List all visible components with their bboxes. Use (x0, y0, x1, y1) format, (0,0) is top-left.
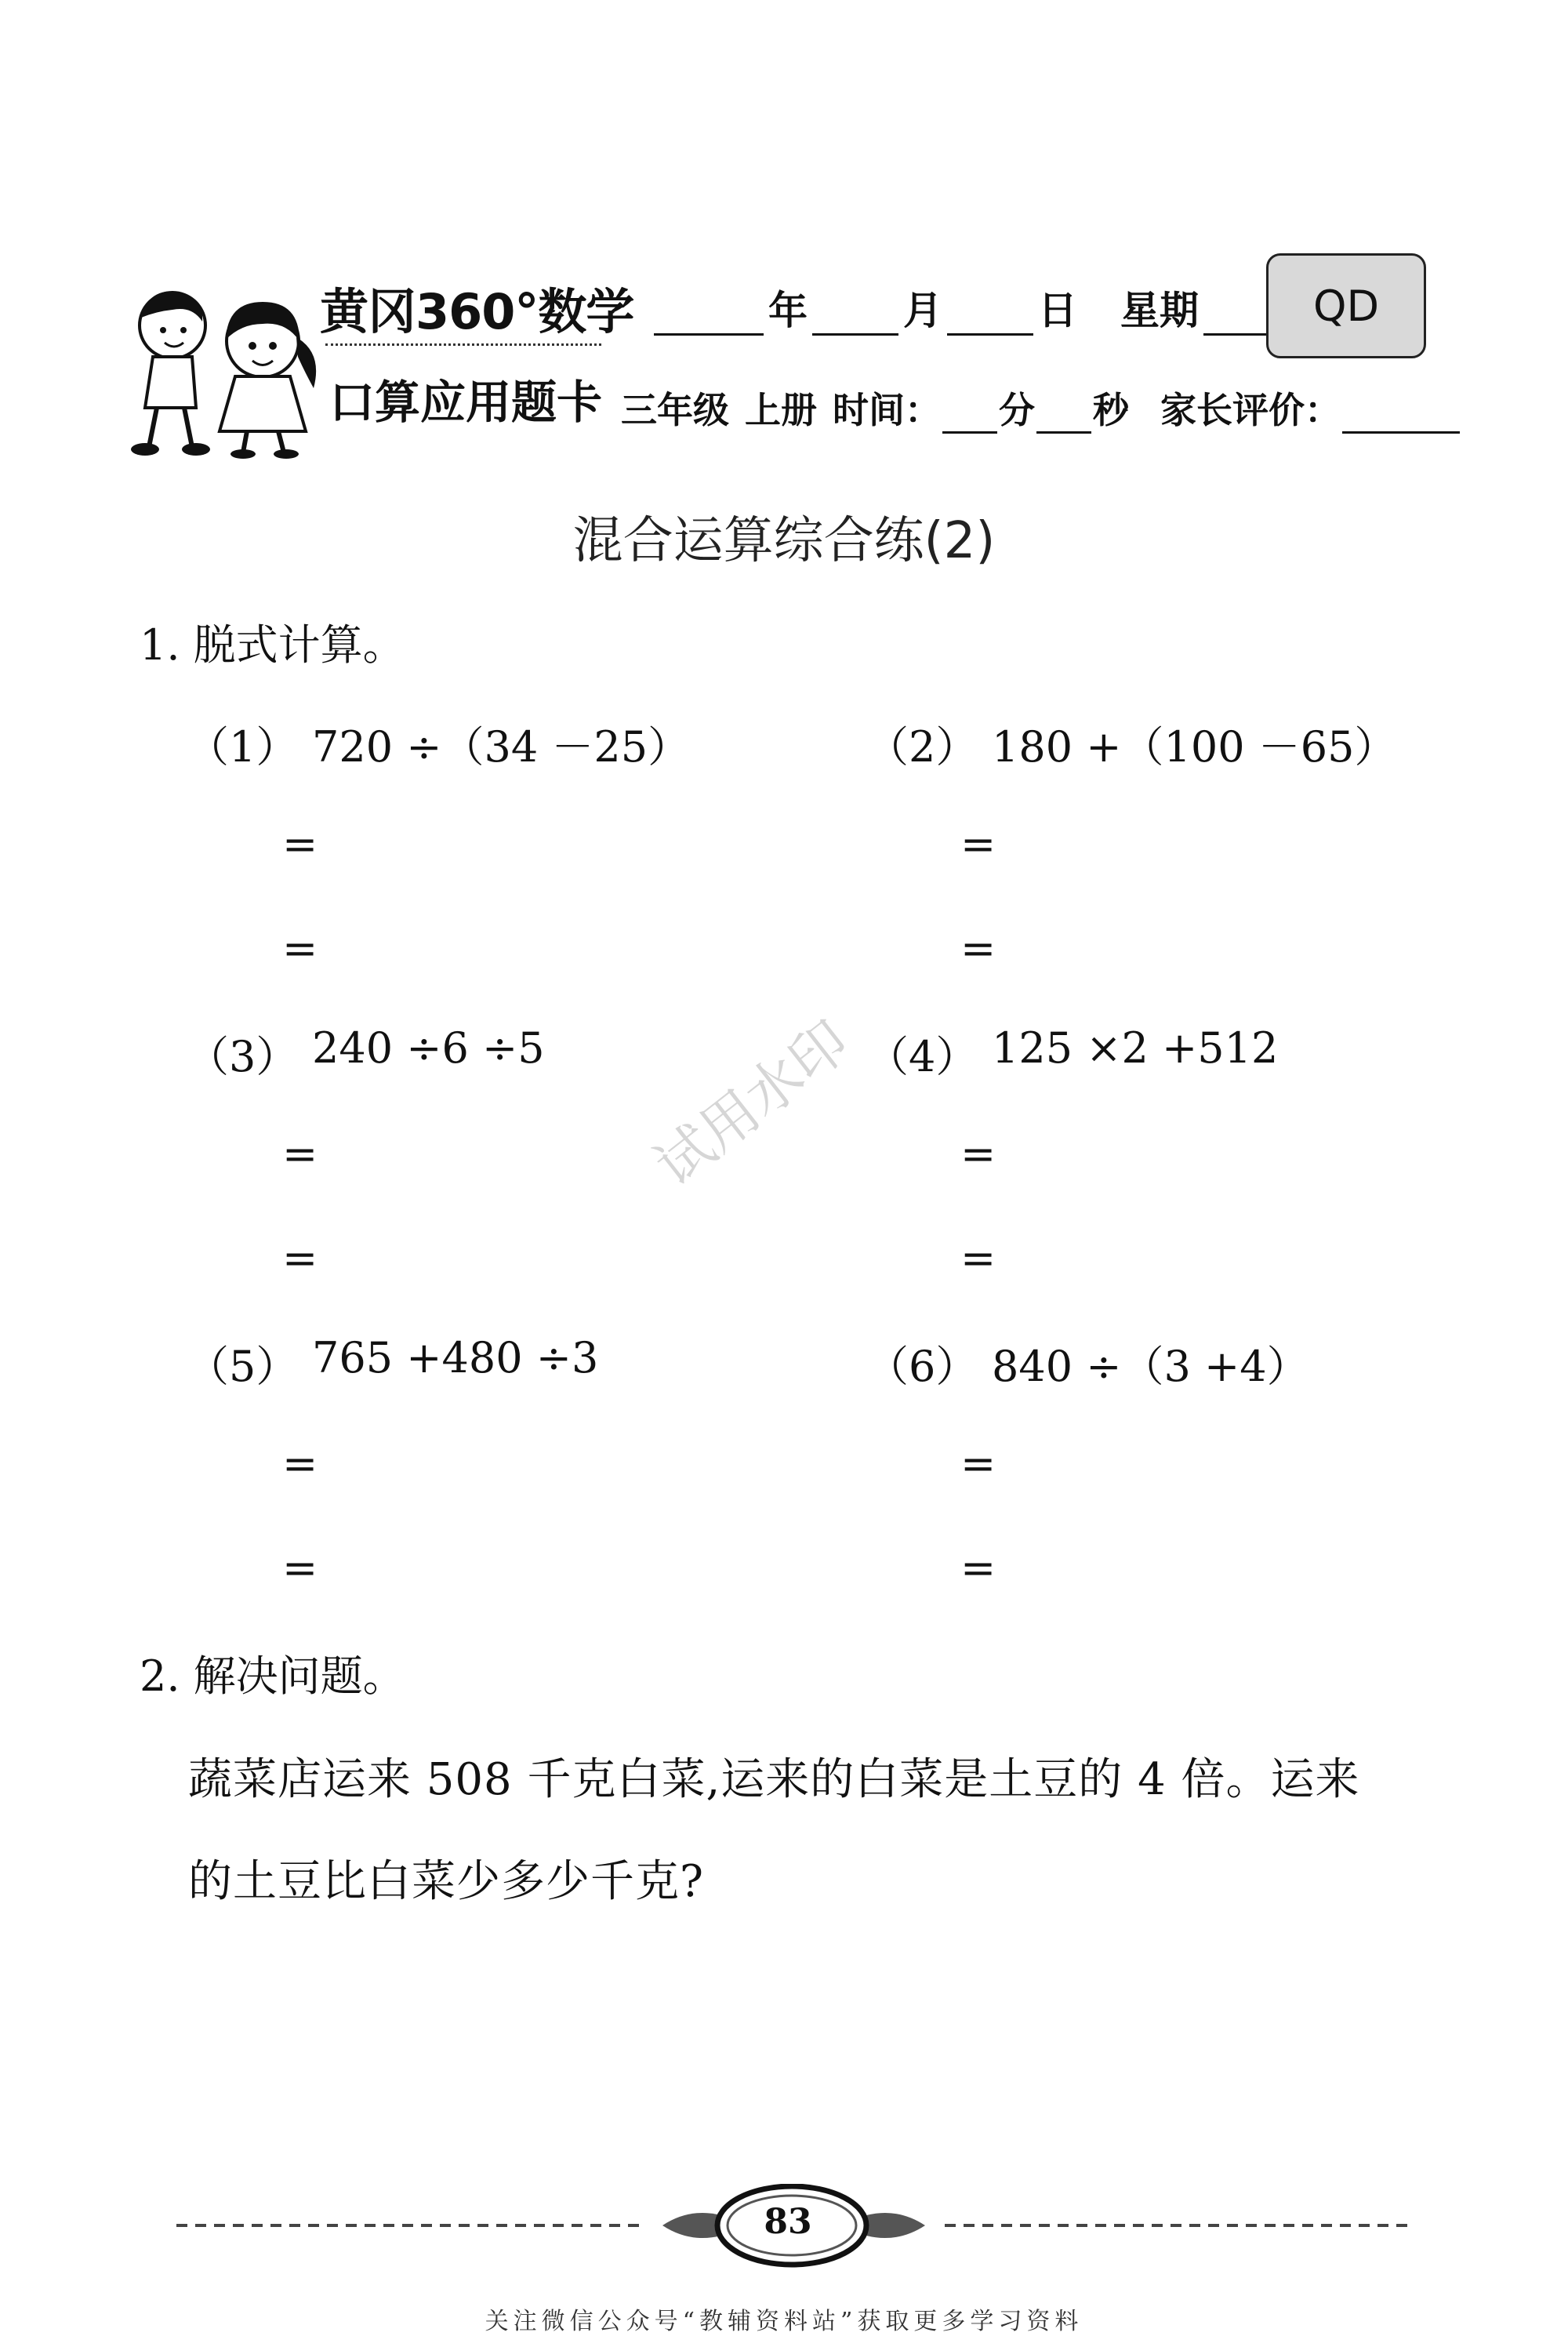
brand-title: 黄冈360°数学 (320, 283, 634, 340)
equals-sign: = (282, 1233, 318, 1283)
minute-blank[interactable] (942, 400, 997, 434)
weekday-label: 星期 (1120, 287, 1199, 333)
problem-number: （5） (187, 1342, 299, 1391)
day-label: 日 (1038, 287, 1077, 333)
kids-mascot-illustration (118, 278, 337, 459)
problem-3 (187, 1023, 545, 1084)
problem-expression: 720 ÷（34 －25） (312, 722, 691, 772)
problem-expression: 180 +（100 －65） (992, 722, 1397, 772)
equals-sign: = (960, 924, 996, 973)
equals-sign: = (282, 1129, 318, 1179)
month-blank[interactable] (812, 299, 898, 336)
problem-4 (866, 1023, 1278, 1084)
problem-expression: 765 +480 ÷3 (312, 1333, 599, 1382)
footer-note: 关注微信公众号“教辅资料站”获取更多学习资料 (485, 2308, 1083, 2335)
equals-sign: = (960, 1543, 996, 1593)
second-label: 秒 (1093, 389, 1129, 431)
problem-expression: 240 ÷6 ÷5 (312, 1023, 545, 1073)
equals-sign: = (282, 1439, 318, 1488)
parent-review-label: 家长评价： (1160, 389, 1341, 431)
date-fields (649, 279, 1294, 336)
equals-sign: = (282, 1543, 318, 1593)
page-title: 混合运算综合练(2) (572, 512, 996, 570)
grade-label: 三年级 (621, 389, 729, 431)
word-problem-line2: 的土豆比白菜少多少千克? (188, 1856, 705, 1907)
equals-sign: = (960, 1439, 996, 1488)
info-fields (621, 382, 1461, 434)
day-blank[interactable] (947, 299, 1033, 336)
equals-sign: = (282, 819, 318, 869)
problem-expression: 125 ×2 +512 (992, 1023, 1279, 1073)
second-blank[interactable] (1036, 400, 1091, 434)
month-label: 月 (903, 287, 942, 333)
word-problem-line1: 蔬菜店运来 508 千克白菜,运来的白菜是土豆的 4 倍。运来 (188, 1754, 1360, 1805)
brand-subtitle: 口算应用题卡 (329, 376, 603, 429)
trial-watermark: 试用水印 (642, 1008, 862, 1199)
problem-2 (866, 714, 1396, 774)
parent-review-blank[interactable] (1342, 400, 1460, 434)
year-label: 年 (768, 287, 808, 333)
problem-6 (866, 1333, 1309, 1393)
edition-badge: QD (1266, 253, 1426, 358)
problem-number: （2） (866, 722, 978, 772)
problem-number: （1） (187, 722, 299, 772)
problem-expression: 840 ÷（3 +4） (992, 1342, 1309, 1391)
volume-label: 上册 (745, 389, 817, 431)
section1-heading: 1. 脱式计算。 (140, 620, 405, 670)
problem-1 (187, 714, 690, 774)
section2-heading: 2. 解决问题。 (140, 1651, 405, 1701)
problem-number: （6） (866, 1342, 978, 1391)
problem-number: （3） (187, 1032, 299, 1081)
page-number: 83 (764, 2202, 812, 2242)
brand-divider (325, 343, 601, 346)
problem-number: （4） (866, 1032, 978, 1081)
equals-sign: = (282, 924, 318, 973)
equals-sign: = (960, 1233, 996, 1283)
problem-5 (187, 1333, 598, 1393)
year-blank[interactable] (654, 299, 764, 336)
time-label: 时间： (833, 389, 941, 431)
minute-label: 分 (999, 389, 1035, 431)
equals-sign: = (960, 1129, 996, 1179)
equals-sign: = (960, 819, 996, 869)
